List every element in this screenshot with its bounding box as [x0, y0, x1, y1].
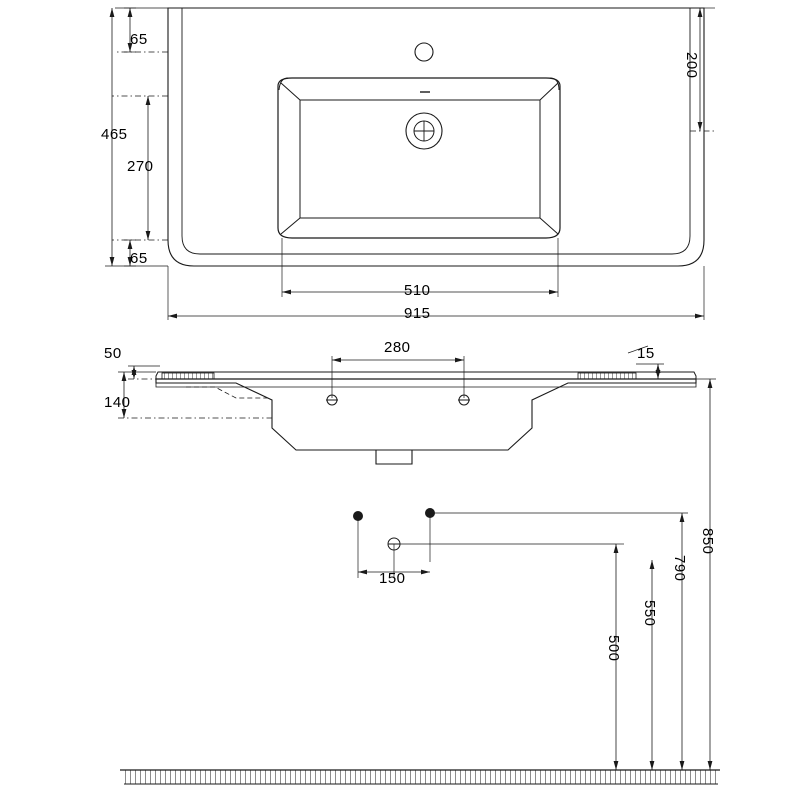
dimension-label-500: 500	[605, 635, 622, 662]
dimension-label-200: 200	[683, 52, 700, 79]
dimension-label-280: 280	[384, 339, 411, 356]
dimension-label-65-top: 65	[130, 31, 148, 48]
plan-view-dimension-lines	[105, 8, 715, 320]
dimension-label-550: 550	[641, 600, 658, 627]
installation-height-dimension-lines	[120, 379, 720, 784]
dimension-label-850: 850	[699, 528, 716, 555]
dimension-label-465: 465	[101, 126, 128, 143]
dimension-label-510: 510	[404, 282, 431, 299]
installation-view-geometry	[353, 508, 435, 578]
dimension-label-15: 15	[637, 345, 655, 362]
dimension-label-65-bottom: 65	[130, 250, 148, 267]
dimension-label-150: 150	[379, 570, 406, 587]
dimension-label-915: 915	[404, 305, 431, 322]
dimension-label-140: 140	[104, 394, 131, 411]
dimension-label-50: 50	[104, 345, 122, 362]
front-section-dimension-lines	[118, 346, 664, 418]
plan-view-geometry	[168, 8, 704, 266]
front-section-geometry	[156, 372, 696, 464]
dimension-label-270: 270	[127, 158, 154, 175]
dimension-label-790: 790	[671, 555, 688, 582]
